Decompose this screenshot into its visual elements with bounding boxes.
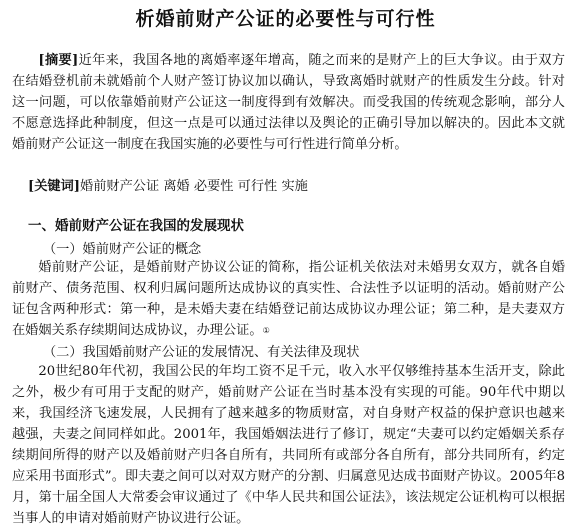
section-1-heading: 一、婚前财产公证在我国的发展现状 — [28, 218, 244, 234]
keywords-line — [28, 176, 563, 197]
abstract-text: 近年来，我国各地的离婚率逐年增高，随之而来的是财产上的巨大争议。由于双方在结婚登机前未就婚前个人财产签订协议加以确认，导致离婚时就财产的性质发生分歧。针对这一问题，可以依靠婚前财产公证这一制度得到有效解决。而受我国的传统观念影响，部分人不愿意选择此种制度，但这一点是可以通过法律以及舆论的正确引导加以解决的。因此本文就婚前财产公证这一制度在我国实施的必要性与可行性进行简单分析。 — [12, 53, 565, 152]
subsection-1-paragraph — [12, 257, 565, 341]
abstract-label: [摘要] — [38, 53, 79, 68]
subsection-2-heading: （二）我国婚前财产公证的发展情况、有关法律及现状 — [43, 345, 360, 360]
subsection-1-heading: （一）婚前财产公证的概念 — [43, 242, 202, 257]
subsection-1-text: 婚前财产公证，是婚前财产协议公证的简称，指公证机关依法对未婚男女双方，就各自婚前财产、债务范围、权利归属问题所达成协议的真实性、合法性予以证明的活动。婚前财产公证包含两种形式：第一种，是未婚夫妻在结婚登记前达成协议办理公证；第二种，是夫妻双方在婚姻关系存续期间达成协议，办理公证。 — [12, 260, 565, 338]
page-title: 析婚前财产公证的必要性与可行性 — [135, 8, 436, 30]
abstract-paragraph — [12, 50, 565, 155]
keywords-text: 婚前财产公证 离婚 必要性 可行性 实施 — [80, 179, 308, 194]
subsection-2-paragraph: 20世纪80年代初，我国公民的年均工资不足千元，收入水平仅够维持基本生活开支，除此之外，极少有可用于支配的财产，婚前财产公证在当时基本没有实现的可能。90年代中期以来，我国经济飞速发展，人民拥有了越来越多的物质财富，对自身财产权益的保护意识也越来越强，夫妻之间同样如此。2001年，我国婚姻法进行了修订，规定“夫妻可以约定婚姻关系存续期间所得的财产以及婚前财产归各自所有，共同所有或部分各自所有，部分共同所有，约定应采用书面形式”。即夫妻之间可以对双方财产的分割、归属意见达成书面财产协议。2005年8月，第十届全国人大常委会审议通过了《中华人民共和国公证法》，该法规定公证机构可以根据当事人的申请对婚前财产协议进行公证。 — [12, 364, 565, 526]
footnote-marker: ① — [262, 326, 270, 335]
keywords-label: [关键词] — [28, 179, 81, 194]
